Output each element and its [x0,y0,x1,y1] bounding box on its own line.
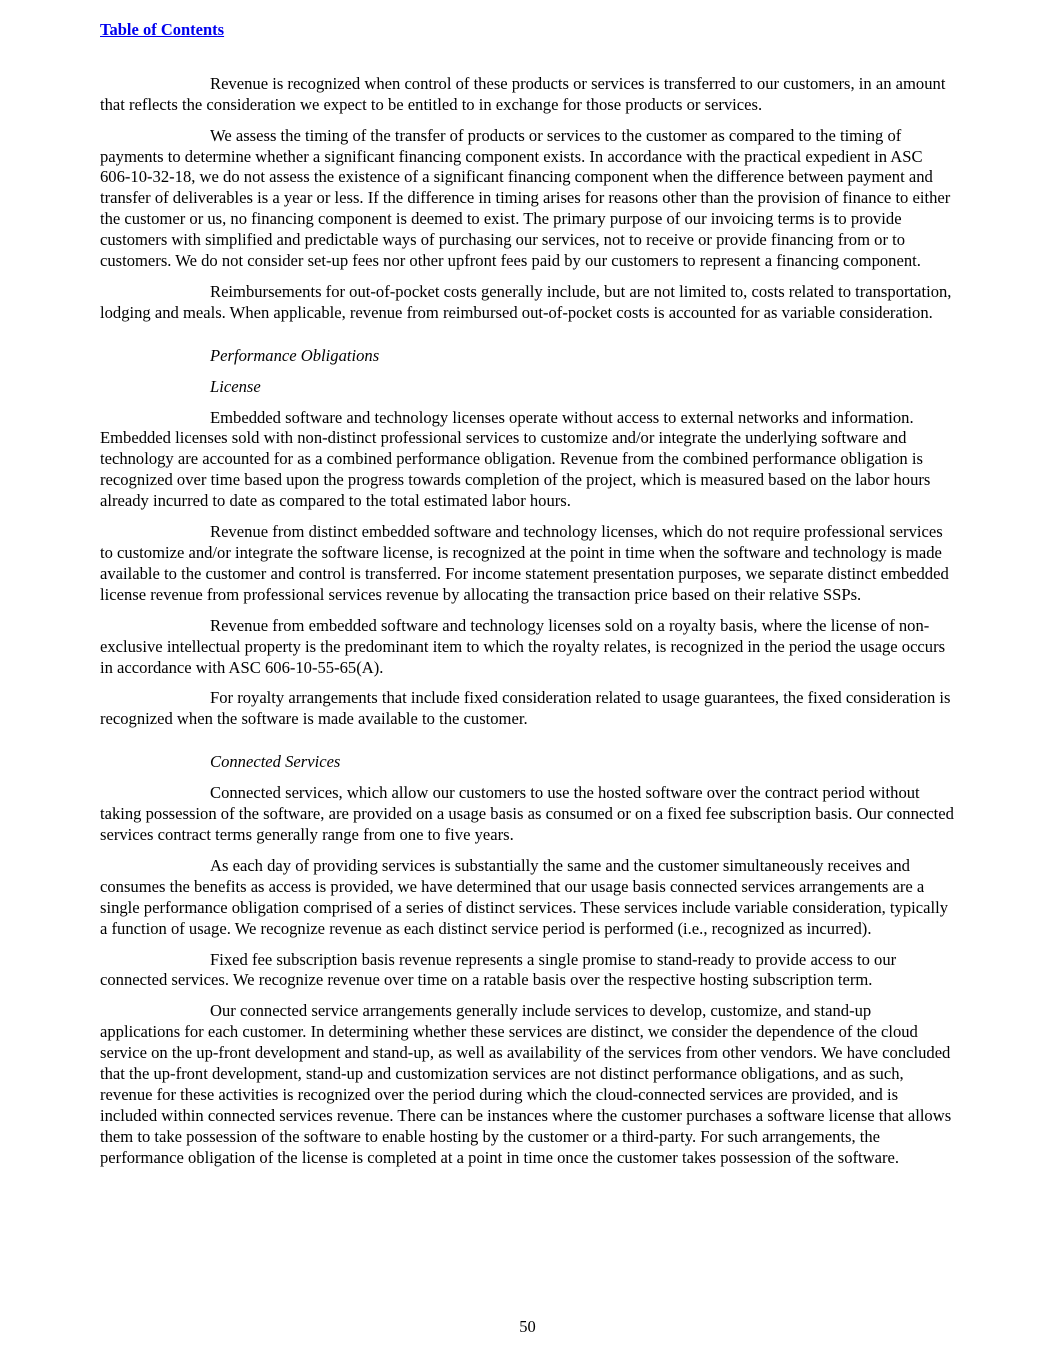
paragraph-royalty-basis: Revenue from embedded software and technology licenses sold on a royalty basis, where the license of non-exclusive intellectual property is the predominant item to which the royalty relates, is recognized in the period the usage occurs in accordance with ASC 606-10-55-65(A). [100,615,946,677]
paragraph-financing-component: We assess the timing of the transfer of products or services to the customer as compared to the timing of payments to determine whether a significant financing component exists. In accordance with the practical expedient in ASC 606-10-32-18, we do not assess the existence of a significant financing component when the difference between payment and transfer of deliverables is a year or less. If the difference in timing arises for reasons other than the provision of finance to either the customer or us, no financing component is deemed to exist. The primary purpose of our invoicing terms is to provide customers with simplified and predictable ways of purchasing our services, not to receive or provide financing from or to customers. We do not consider set-up fees nor other upfront fees paid by our customers to represent a financing component. [100,125,951,271]
paragraph-usage-basis: As each day of providing services is substantially the same and the customer simultaneously receives and consumes the benefits as access is provided, we have determined that our usage basis connected services arrangements are a single performance obligation comprised of a series of distinct services. These services include variable consideration, typically a function of usage. We recognize revenue as each distinct service period is performed (i.e., recognized as incurred). [100,855,948,938]
heading-performance-obligations: Performance Obligations [210,345,380,365]
paragraph-reimbursements: Reimbursements for out-of-pocket costs generally include, but are not limited to, costs related to transportation, lodging and meals. When applicable, revenue from reimbursed out-of-pocket costs is accounted for as variable consideration. [100,281,952,322]
paragraph-distinct-licenses: Revenue from distinct embedded software and technology licenses, which do not require professional services to customize and/or integrate the software license, is recognized at the point in time when the software and technology is made available to the customer and control is transferred. For income statement presentation purposes, we separate distinct embedded license revenue from professional services revenue by allocating the transaction price based on their relative SSPs. [100,522,949,604]
paragraph-embedded-licenses: Embedded software and technology licenses operate without access to external networks and information. Embedded licenses sold with non-distinct professional services to customize and/or integrate the underlying software and technology are accounted for as a combined performance obligation. Revenue from the combined performance obligation is recognized over time based upon the progress towards completion of the project, which is measured based on the labor hours already incurred to date as compared to the total estimated labor hours. [100,407,931,511]
paragraph-stand-up-services: Our connected service arrangements generally include services to develop, customize, and stand-up applications for each customer. In determining whether these services are distinct, we consider the dependence of the cloud service on the up-front development and stand-up, as well as availability of the services from other vendors. We have concluded that the up-front development, stand-up and customization services are not distinct performance obligations, and as such, revenue for these activities is recognized over the period during which the cloud-connected services are provided, and is included within connected services revenue. There can be instances where the customer purchases a software license that allows them to take possession of the software to enable hosting by the customer or a third-party. For such arrangements, the performance obligation of the license is completed at a point in time once the customer takes possession of the software. [100,1001,952,1167]
heading-license: License [210,376,261,396]
paragraph-fixed-fee-subscription: Fixed fee subscription basis revenue represents a single promise to stand-ready to provide access to our connected services. We recognize revenue over time on a ratable basis over the respective hosting subscription term. [100,949,897,990]
heading-connected-services: Connected Services [210,752,341,772]
table-of-contents-link[interactable]: Table of Contents [100,20,225,39]
paragraph-connected-services: Connected services, which allow our customers to use the hosted software over the contract period without taking possession of the software, are provided on a usage basis as consumed or on a fixed fee subscription basis. Our connected services contract terms generally range from one to five years. [100,783,954,844]
document-body [100,74,955,1169]
paragraph-royalty-fixed: For royalty arrangements that include fixed consideration related to usage guarantees, the fixed consideration is recognized when the software is made available to the customer. [100,688,951,729]
page-number: 50 [519,1317,536,1336]
paragraph-revenue-recognized: Revenue is recognized when control of these products or services is transferred to our customers, in an amount that reflects the consideration we expect to be entitled to in exchange for those products or services. [100,73,946,114]
